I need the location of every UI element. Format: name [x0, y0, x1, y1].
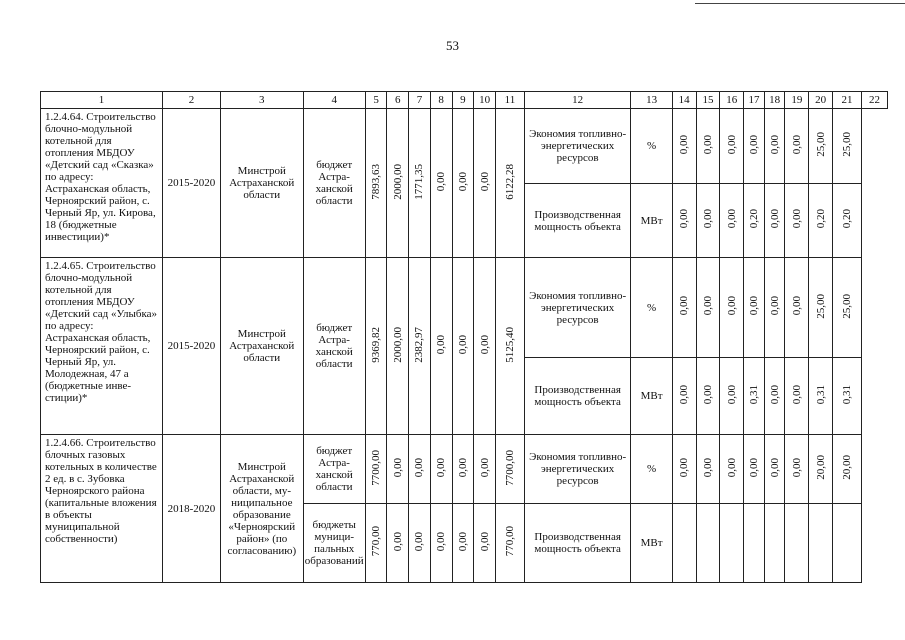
amount-cell-text: 0,00: [435, 531, 448, 552]
period: 2015-2020: [163, 109, 221, 258]
amount-cell: [409, 109, 431, 258]
period: 2015-2020: [163, 258, 221, 435]
indicator-value-text: 0,20: [747, 209, 760, 229]
amount-cell: [409, 435, 431, 504]
indicator-value: [744, 435, 765, 504]
amount-cell-text: 0,00: [391, 457, 404, 478]
indicator-value: [785, 184, 809, 258]
indicator-value: [696, 258, 720, 358]
amount-cell-text: 7700,00: [370, 449, 383, 486]
column-number: 14: [672, 92, 696, 109]
indicator-value: [672, 435, 696, 504]
indicator-unit: %: [631, 109, 672, 184]
indicator-value: [672, 109, 696, 184]
amount-cell-text: 1771,35: [413, 163, 426, 200]
indicator-value-text: 0,00: [678, 457, 691, 478]
executor: Минстрой Астраханской области, муниципальное образование «Черноярский район» (по согласованию): [220, 435, 303, 583]
amount-cell-text: 0,00: [478, 457, 491, 478]
indicator-value-text: 0,31: [840, 384, 853, 405]
amount-cell: [474, 504, 496, 583]
column-number: 4: [303, 92, 365, 109]
indicator-value: [696, 435, 720, 504]
indicator-value-text: 0,00: [747, 134, 760, 155]
indicator-unit: МВт: [631, 184, 672, 258]
indicator-value-text: 0,31: [814, 384, 827, 405]
column-number: 15: [696, 92, 720, 109]
indicator-value: [672, 358, 696, 435]
indicator-value: [833, 358, 862, 435]
amount-cell-text: 0,00: [435, 171, 448, 192]
indicator-value: [720, 184, 744, 258]
indicator-value: [696, 504, 720, 583]
amount-cell-text: 6122,28: [503, 163, 516, 200]
indicator-value: [833, 109, 862, 184]
amount-cell: [387, 258, 409, 435]
indicator-name: Экономия топливно-энергетических ресурсов: [524, 258, 631, 358]
column-number: 8: [430, 92, 452, 109]
funding-source: бюджет Астраханской области: [303, 435, 365, 504]
indicator-value: [833, 504, 862, 583]
amount-cell: [495, 435, 524, 504]
executor: Минстрой Астраханской области: [220, 258, 303, 435]
indicator-value: [833, 435, 862, 504]
amount-cell: [409, 504, 431, 583]
indicator-value: [764, 504, 785, 583]
indicator-value: [744, 109, 765, 184]
indicator-value: [764, 184, 785, 258]
amount-cell-text: 2382,97: [413, 326, 426, 363]
amount-cell-text: 2000,00: [391, 163, 404, 200]
indicator-value-text: 0,00: [725, 134, 738, 155]
indicator-value-text: 25,00: [814, 293, 827, 319]
funding-source: бюджет Астраханской области: [303, 109, 365, 258]
indicator-value-text: 0,00: [790, 457, 803, 478]
column-number: 16: [720, 92, 744, 109]
indicator-value-text: 25,00: [840, 132, 853, 157]
amount-cell-text: 0,00: [456, 334, 469, 355]
table-row: [41, 109, 888, 184]
indicator-value-text: 25,00: [814, 132, 827, 157]
amount-cell-text: 0,00: [391, 531, 404, 552]
indicator-value: [744, 184, 765, 258]
table-row: [41, 258, 888, 358]
indicator-value: [720, 258, 744, 358]
indicator-value: [720, 358, 744, 435]
column-number: 13: [631, 92, 672, 109]
indicator-value: [672, 184, 696, 258]
column-number: 20: [809, 92, 833, 109]
amount-cell-text: 7700,00: [503, 449, 516, 486]
amount-cell: [387, 435, 409, 504]
indicator-value: [672, 504, 696, 583]
column-number: 3: [220, 92, 303, 109]
indicator-name: Экономия топливно-энергетических ресурсов: [524, 109, 631, 184]
amount-cell-text: 0,00: [435, 334, 448, 355]
indicator-value: [785, 358, 809, 435]
amount-cell: [474, 435, 496, 504]
indicator-value: [764, 109, 785, 184]
amount-cell: [387, 504, 409, 583]
indicator-value-text: 0,00: [701, 296, 714, 316]
indicator-unit: %: [631, 435, 672, 504]
amount-cell: [365, 258, 387, 435]
indicator-value: [744, 504, 765, 583]
column-number: 19: [785, 92, 809, 109]
activity-name: 1.2.4.66. Строительство блочных газовых котельных в количестве 2 ед. в с. Зубовка Черноярского района (капитальные вложения в объекты муниципальной собственности): [41, 435, 163, 583]
amount-cell-text: 770,00: [370, 526, 383, 557]
column-number: 9: [452, 92, 474, 109]
indicator-value-text: 0,00: [701, 209, 714, 229]
amount-cell-text: 0,00: [413, 531, 426, 552]
indicator-value: [809, 109, 833, 184]
indicator-value-text: 0,00: [768, 209, 781, 229]
amount-cell: [495, 258, 524, 435]
indicator-value-text: 0,00: [790, 134, 803, 155]
indicator-name: Производственная мощность объекта: [524, 504, 631, 583]
page-number: 53: [446, 38, 459, 53]
indicator-value: [696, 109, 720, 184]
column-number: 6: [387, 92, 409, 109]
indicator-value-text: 20,00: [840, 455, 853, 480]
activity-name: 1.2.4.64. Строительство блочно-модульной котельной для отопления МБДОУ «Детский сад «Сказка» по адресу: Астраханская область, Черноярский район, с. Черный Яр, ул. Кирова, 18 (бюджетные инвестиции)*: [41, 109, 163, 258]
indicator-value: [696, 358, 720, 435]
indicator-value: [744, 258, 765, 358]
indicator-value-text: 0,00: [725, 209, 738, 229]
indicator-value-text: 0,00: [790, 209, 803, 229]
indicator-value-text: 0,00: [790, 296, 803, 316]
funding-source: бюджеты муниципальных образований: [303, 504, 365, 583]
indicator-value-text: 0,00: [768, 384, 781, 405]
amount-cell: [452, 258, 474, 435]
indicator-value-text: 0,00: [747, 296, 760, 316]
amount-cell: [495, 504, 524, 583]
amount-cell-text: 0,00: [478, 334, 491, 355]
amount-cell: [365, 504, 387, 583]
indicator-value: [833, 258, 862, 358]
indicator-value-text: 0,00: [678, 296, 691, 316]
indicator-value-text: 0,20: [840, 209, 853, 229]
indicator-value: [744, 358, 765, 435]
header-row: [41, 92, 888, 109]
column-number: 22: [861, 92, 887, 109]
funding-source: бюджет Астраханской области: [303, 258, 365, 435]
program-table: [40, 91, 888, 583]
indicator-value: [785, 109, 809, 184]
amount-cell: [452, 109, 474, 258]
indicator-name: Производственная мощность объекта: [524, 358, 631, 435]
indicator-value: [720, 504, 744, 583]
indicator-value: [764, 435, 785, 504]
amount-cell: [430, 504, 452, 583]
amount-cell: [365, 109, 387, 258]
amount-cell-text: 5125,40: [503, 326, 516, 363]
activity-name: 1.2.4.65. Строительство блочно-модульной котельной для отопления МБДОУ «Детский сад «Улыбка» по адресу: Астраханская область, Черноярский район, с. Черный Яр, ул. Молодежная, 47 а (бюджетные инвестиции)*: [41, 258, 163, 435]
column-number: 21: [833, 92, 862, 109]
amount-cell-text: 0,00: [456, 457, 469, 478]
column-number: 17: [744, 92, 765, 109]
amount-cell: [387, 109, 409, 258]
indicator-value: [785, 504, 809, 583]
column-number: 10: [474, 92, 496, 109]
executor: Минстрой Астраханской области: [220, 109, 303, 258]
indicator-value-text: 20,00: [814, 455, 827, 480]
column-number: 11: [495, 92, 524, 109]
indicator-value: [809, 358, 833, 435]
indicator-value-text: 0,00: [678, 134, 691, 155]
amount-cell: [452, 504, 474, 583]
amount-cell: [365, 435, 387, 504]
indicator-unit: %: [631, 258, 672, 358]
amount-cell-text: 0,00: [478, 171, 491, 192]
indicator-name: Экономия топливно-энергетических ресурсов: [524, 435, 631, 504]
indicator-value: [809, 258, 833, 358]
indicator-value-text: 0,00: [678, 209, 691, 229]
column-number: 5: [365, 92, 387, 109]
indicator-value-text: 0,00: [768, 457, 781, 478]
amount-cell-text: 0,00: [435, 457, 448, 478]
amount-cell-text: 0,00: [456, 531, 469, 552]
column-number: 18: [764, 92, 785, 109]
amount-cell-text: 0,00: [413, 457, 426, 478]
indicator-value: [809, 504, 833, 583]
amount-cell-text: 770,00: [503, 526, 516, 557]
amount-cell: [430, 435, 452, 504]
indicator-value-text: 0,31: [747, 384, 760, 405]
indicator-value: [809, 184, 833, 258]
indicator-value: [720, 435, 744, 504]
table-body: [41, 92, 888, 583]
indicator-value-text: 0,00: [725, 457, 738, 478]
amount-cell: [495, 109, 524, 258]
indicator-value-text: 0,00: [678, 384, 691, 405]
indicator-value-text: 0,00: [790, 384, 803, 405]
amount-cell-text: 0,00: [478, 531, 491, 552]
indicator-value-text: 0,00: [725, 384, 738, 405]
column-number: 12: [524, 92, 631, 109]
indicator-value-text: 0,00: [768, 296, 781, 316]
indicator-value: [720, 109, 744, 184]
indicator-value: [672, 258, 696, 358]
indicator-value: [764, 258, 785, 358]
top-rule: [695, 3, 905, 4]
indicator-value: [696, 184, 720, 258]
indicator-unit: МВт: [631, 358, 672, 435]
indicator-value: [764, 358, 785, 435]
period: 2018-2020: [163, 435, 221, 583]
table-row: [41, 435, 888, 504]
indicator-unit: МВт: [631, 504, 672, 583]
indicator-value: [809, 435, 833, 504]
indicator-value-text: 0,00: [768, 134, 781, 155]
amount-cell: [474, 109, 496, 258]
amount-cell-text: 2000,00: [391, 326, 404, 363]
amount-cell: [452, 435, 474, 504]
amount-cell-text: 7893,63: [370, 163, 383, 200]
indicator-value-text: 0,00: [701, 384, 714, 405]
indicator-value-text: 0,00: [747, 457, 760, 478]
indicator-value-text: 25,00: [840, 293, 853, 319]
indicator-value-text: 0,20: [814, 209, 827, 229]
indicator-value-text: 0,00: [701, 457, 714, 478]
indicator-value-text: 0,00: [725, 296, 738, 316]
column-number: 1: [41, 92, 163, 109]
amount-cell: [409, 258, 431, 435]
amount-cell-text: 9369,82: [370, 326, 383, 363]
indicator-value: [785, 435, 809, 504]
indicator-name: Производственная мощность объекта: [524, 184, 631, 258]
column-number: 7: [409, 92, 431, 109]
amount-cell-text: 0,00: [456, 171, 469, 192]
indicator-value: [785, 258, 809, 358]
indicator-value: [833, 184, 862, 258]
indicator-value-text: 0,00: [701, 134, 714, 155]
amount-cell: [430, 258, 452, 435]
amount-cell: [474, 258, 496, 435]
amount-cell: [430, 109, 452, 258]
column-number: 2: [163, 92, 221, 109]
